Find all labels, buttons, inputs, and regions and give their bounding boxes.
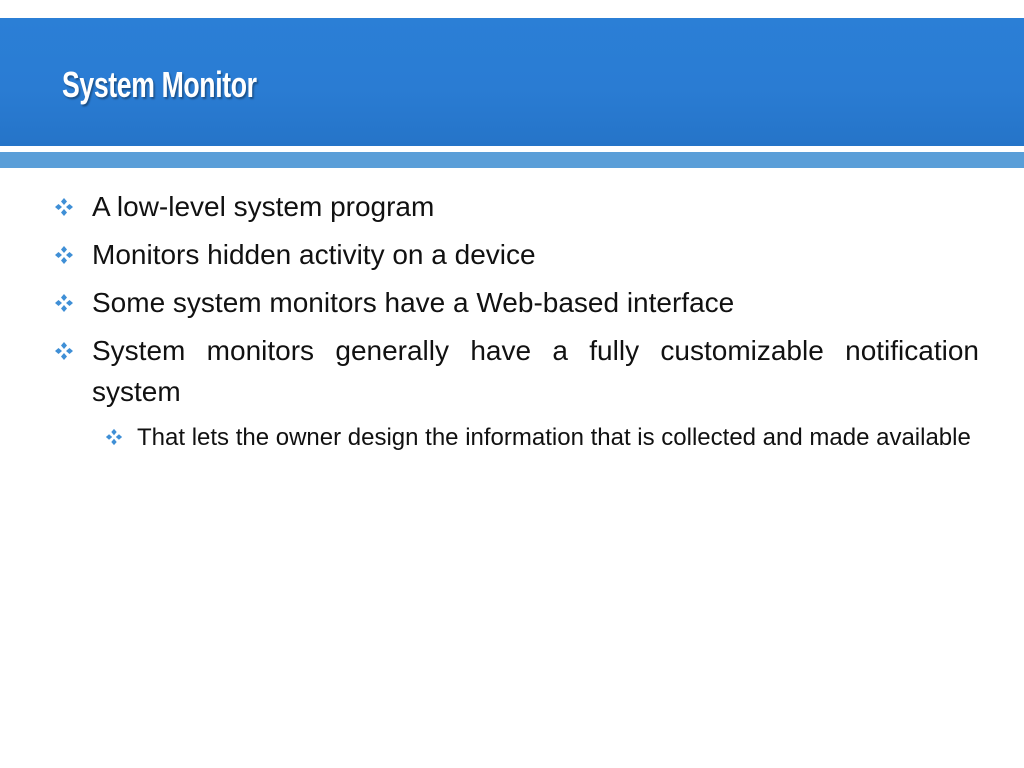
bullet-item [54, 186, 979, 227]
slide-title: System Monitor [62, 64, 257, 105]
four-diamond-bullet-icon [54, 245, 74, 265]
four-diamond-bullet-icon [105, 428, 123, 446]
bullet-item [54, 330, 979, 412]
bullet-text: System monitors generally have a fully customizable notification system [92, 335, 979, 407]
bullet-item [54, 234, 979, 275]
bullet-text: A low-level system program [92, 191, 435, 222]
sub-bullet-item [99, 418, 979, 457]
four-diamond-bullet-icon [54, 293, 74, 313]
four-diamond-bullet-icon [54, 197, 74, 217]
accent-band [0, 152, 1024, 168]
bullet-text: Some system monitors have a Web-based interface [92, 287, 735, 318]
sub-bullet-text: That lets the owner design the information that is collected and made available [137, 424, 971, 451]
bullet-item [54, 282, 979, 323]
four-diamond-bullet-icon [54, 341, 74, 361]
bullet-text: Monitors hidden activity on a device [92, 239, 536, 270]
bullet-list [54, 186, 979, 457]
